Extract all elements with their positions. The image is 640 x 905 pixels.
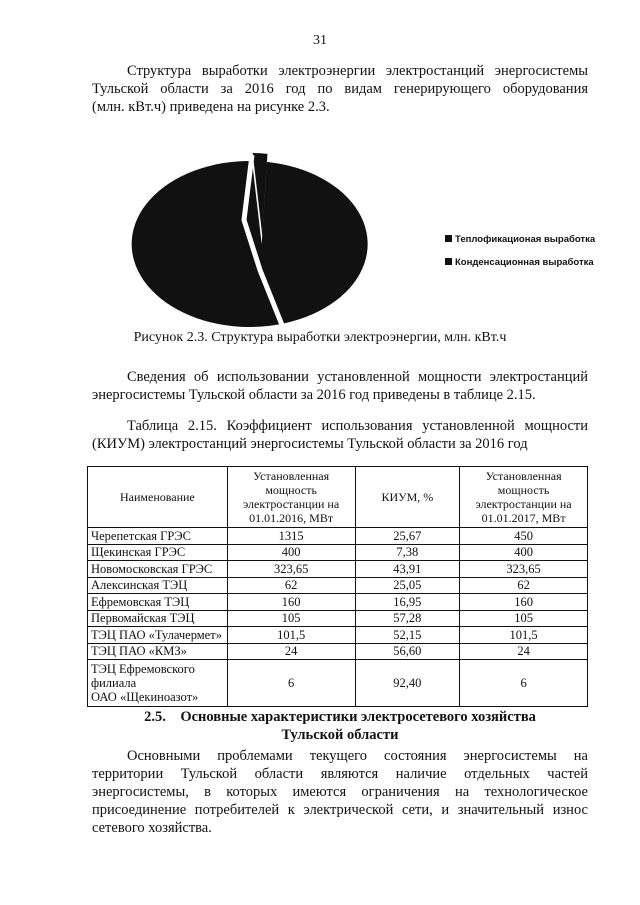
table-title-line: Таблица 2.15. Коэффициент использования установленной мощности (127, 418, 588, 434)
figure-caption: Рисунок 2.3. Структура выработки электроэнергии, млн. кВт.ч (133, 330, 507, 345)
cell-name: Щекинская ГРЭС (88, 544, 228, 561)
cell-kium: 25,05 (355, 577, 460, 594)
problems-line: сетевого хозяйства. (92, 820, 212, 836)
cell-capacity-2016: 6 (227, 660, 355, 707)
cell-capacity-2016: 101,5 (227, 627, 355, 644)
cell-capacity-2017: 450 (460, 528, 588, 545)
cell-capacity-2016: 62 (227, 577, 355, 594)
cell-kium: 92,40 (355, 660, 460, 707)
section-heading-line: 2.5. Основные характеристики электросетевого хозяйства (144, 709, 536, 725)
legend-item-heating (445, 234, 595, 245)
cell-kium: 7,38 (355, 544, 460, 561)
cell-name: Новомосковская ГРЭС (88, 561, 228, 578)
info-line: Сведения об использовании установленной мощности электростанций (127, 369, 588, 385)
cell-capacity-2016: 160 (227, 594, 355, 611)
table-row (88, 594, 588, 611)
cell-capacity-2016: 1315 (227, 528, 355, 545)
problems-line: энергосистемы, в которых имеются ограничения на технологическое (92, 784, 588, 800)
problems-line: присоединение потребителей к электрической сети, и значительный износ (92, 802, 588, 818)
cell-capacity-2017: 105 (460, 610, 588, 627)
legend-item-condensing (445, 257, 594, 268)
legend-label: Теплофикационая выработка (455, 234, 596, 245)
cell-name: Ефремовская ТЭЦ (88, 594, 228, 611)
table-header-row (88, 467, 588, 528)
cell-capacity-2017: 6 (460, 660, 588, 707)
cell-name: Алексинская ТЭЦ (88, 577, 228, 594)
problems-line: Основными проблемами текущего состояния энергосистемы на (127, 748, 588, 764)
problems-line: территории Тульской области являются наличие отдельных частей (92, 766, 588, 782)
cell-capacity-2016: 24 (227, 643, 355, 660)
legend-swatch (445, 235, 452, 242)
intro-line: Структура выработки электроэнергии электростанций энергосистемы (127, 63, 588, 79)
cell-name: Первомайская ТЭЦ (88, 610, 228, 627)
table-row (88, 577, 588, 594)
cell-capacity-2016: 323,65 (227, 561, 355, 578)
table-row (88, 610, 588, 627)
cell-capacity-2017: 400 (460, 544, 588, 561)
cell-capacity-2016: 105 (227, 610, 355, 627)
cell-kium: 16,95 (355, 594, 460, 611)
cell-name-line: ОАО «Щекиноазот» (91, 690, 199, 704)
header-kium: КИУМ, % (355, 467, 460, 528)
table-title-line: (КИУМ) электростанций энергосистемы Тульской области за 2016 год (92, 436, 528, 452)
cell-name: ТЭЦ ПАО «КМЗ» (88, 643, 228, 660)
page-number: 31 (313, 33, 327, 48)
cell-name-line: ТЭЦ Ефремовского (91, 662, 195, 676)
cell-capacity-2017: 24 (460, 643, 588, 660)
section-heading (92, 708, 588, 744)
cell-kium: 52,15 (355, 627, 460, 644)
intro-line: Тульской области за 2016 год по видам генерирующего оборудования (92, 81, 588, 97)
table-row (88, 544, 588, 561)
cell-name: Черепетская ГРЭС (88, 528, 228, 545)
header-capacity-2016: Установленная мощность электростанции на 01.01.2016, МВт (227, 467, 355, 528)
cell-name: ТЭЦ ПАО «Тулачермет» (88, 627, 228, 644)
info-paragraph (92, 368, 588, 404)
cell-name (88, 660, 228, 707)
capacity-table (87, 466, 588, 707)
cell-capacity-2017: 101,5 (460, 627, 588, 644)
header-capacity-2017: Установленная мощность электростанции на 01.01.2017, МВт (460, 467, 588, 528)
table-row (88, 627, 588, 644)
pie-chart (120, 135, 600, 345)
legend-label: Конденсационная выработка (455, 257, 594, 268)
problems-paragraph (92, 747, 588, 837)
cell-kium: 56,60 (355, 643, 460, 660)
table-row (88, 643, 588, 660)
header-name: Наименование (88, 467, 228, 528)
intro-line: (млн. кВт.ч) приведена на рисунке 2.3. (92, 99, 330, 115)
table-title (92, 417, 588, 453)
cell-capacity-2017: 62 (460, 577, 588, 594)
cell-kium: 43,91 (355, 561, 460, 578)
section-heading-line: Тульской области (281, 727, 399, 743)
intro-paragraph (92, 62, 588, 116)
info-line: энергосистемы Тульской области за 2016 год приведены в таблице 2.15. (92, 387, 536, 403)
cell-capacity-2016: 400 (227, 544, 355, 561)
table-row (88, 528, 588, 545)
legend-swatch (445, 258, 452, 265)
cell-kium: 57,28 (355, 610, 460, 627)
cell-name-line: филиала (91, 676, 137, 690)
cell-kium: 25,67 (355, 528, 460, 545)
cell-capacity-2017: 160 (460, 594, 588, 611)
cell-capacity-2017: 323,65 (460, 561, 588, 578)
table-row (88, 660, 588, 707)
table-row (88, 561, 588, 578)
